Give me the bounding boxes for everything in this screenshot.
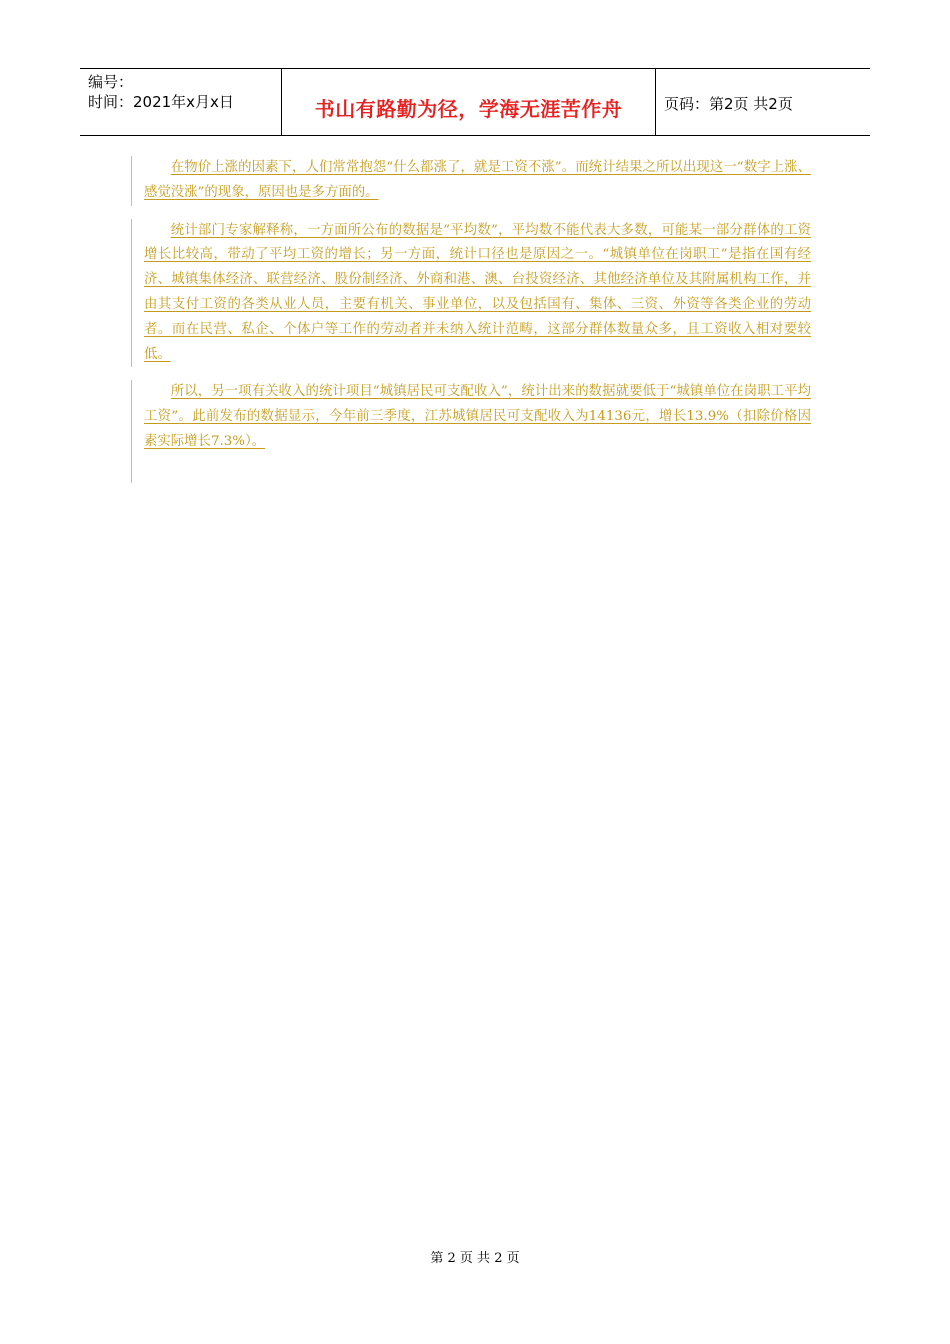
paragraph-text: 所以，另一项有关收入的统计项目“城镇居民可支配收入”，统计出来的数据就要低于“城镇单位在岗职工平均工资”。此前发布的数据显示，今年前三季度，江苏城镇居民可支配收入为14136元，增长13.9%（扣除价格因素实际增长7.3%）。 [144, 384, 811, 449]
page-footer [0, 1247, 950, 1266]
header-meta-cell [80, 69, 282, 135]
paragraph-text: 统计部门专家解释称，一方面所公布的数据是“平均数”，平均数不能代表大多数，可能某一部分群体的工资增长比较高，带动了平均工资的增长；另一方面，统计口径也是原因之一。“城镇单位在岗职工”是指在国有经济、城镇集体经济、联营经济、股份制经济、外商和港、澳、台投资经济、其他经济单位及其附属机构工作，并由其支付工资的各类从业人员，主要有机关、事业单位，以及包括国有、集体、三资、外资等各类企业的劳动者。而在民营、私企、个体户等工作的劳动者并未纳入统计范畴，这部分群体数量众多，且工资收入相对要较低。 [144, 222, 811, 362]
paragraph-block [131, 380, 811, 482]
header-motto-cell [282, 69, 656, 135]
document-number-label: 编号： [88, 73, 134, 91]
footer-page-number: 第 2 页 共 2 页 [430, 1251, 520, 1266]
paragraph-block [131, 156, 811, 206]
paragraph-text: 在物价上涨的因素下，人们常常抱怨“什么都涨了，就是工资不涨”。而统计结果之所以出现这一“数字上涨、感觉没涨”的现象，原因也是多方面的。 [144, 160, 811, 200]
header-motto: 书山有路勤为径，学海无涯苦作舟 [314, 97, 623, 121]
header-page-info: 页码：第2页 共2页 [664, 95, 793, 113]
document-body [131, 156, 811, 496]
document-time-label: 时间：2021年x月x日 [88, 93, 234, 111]
paragraph-block [131, 219, 811, 368]
header-page-cell [656, 69, 870, 135]
page-header [80, 68, 870, 136]
